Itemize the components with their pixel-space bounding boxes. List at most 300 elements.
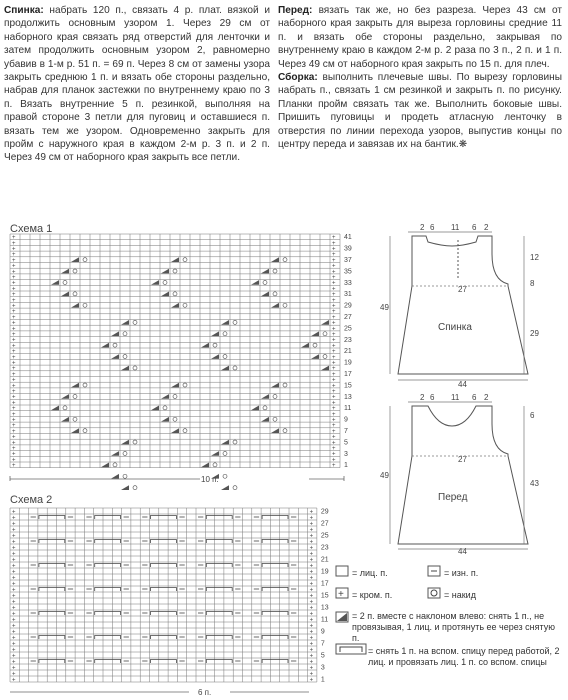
scheme2-row-number: 25	[320, 532, 329, 540]
edge-stitch-symbol: +	[12, 539, 16, 546]
yarn-over-symbol	[133, 320, 137, 324]
yarn-over-symbol	[183, 258, 187, 262]
back-dim-mid: 27	[458, 285, 467, 294]
back-pattern	[398, 236, 528, 374]
decrease-symbol	[151, 406, 159, 411]
back-dim-top-1: 2	[420, 223, 425, 232]
edge-stitch-symbol: +	[332, 343, 336, 350]
edge-stitch-symbol: +	[332, 371, 336, 378]
decrease-symbol	[171, 303, 179, 308]
yarn-over-symbol	[283, 303, 287, 307]
scheme1-row-number: 9	[344, 416, 348, 424]
scheme1-row-number: 3	[344, 450, 348, 458]
decrease-symbol	[251, 406, 259, 411]
yarn-over-symbol	[233, 366, 237, 370]
decrease-symbol	[161, 417, 169, 422]
edge-stitch-symbol: +	[12, 457, 16, 464]
decrease-symbol	[61, 394, 69, 399]
edge-stitch-symbol: +	[12, 280, 16, 287]
edge-stitch-symbol: +	[12, 593, 16, 600]
edge-stitch-symbol: +	[332, 400, 336, 407]
front-dim-top-2: 6	[430, 393, 435, 402]
yarn-over-symbol	[73, 417, 77, 421]
edge-stitch-symbol: +	[332, 451, 336, 458]
cable-symbol	[39, 516, 65, 520]
edge-stitch-symbol: +	[332, 446, 336, 452]
cable-symbol	[206, 588, 232, 592]
edge-stitch-symbol: +	[12, 257, 16, 264]
scheme1-row-number: 13	[344, 393, 352, 401]
yarn-over-symbol	[173, 292, 177, 296]
edge-stitch-symbol: +	[332, 434, 336, 441]
edge-stitch-symbol: +	[309, 509, 314, 516]
edge-stitch-symbol: +	[12, 665, 16, 672]
scheme1-row-number: 39	[344, 245, 352, 253]
edge-stitch-symbol: +	[332, 337, 336, 344]
scheme1-row-number: 35	[344, 268, 352, 276]
yarn-over-symbol	[233, 486, 237, 490]
yarn-over-symbol	[123, 474, 127, 478]
edge-stitch-symbol: +	[309, 539, 314, 546]
edge-stitch-symbol: +	[12, 587, 16, 594]
edge-stitch-symbol: +	[12, 623, 16, 630]
yarn-over-symbol	[233, 440, 237, 444]
edge-stitch-symbol: +	[12, 440, 16, 447]
yarn-over-symbol	[163, 406, 167, 410]
scheme2-row-number: 5	[320, 652, 325, 660]
yarn-over-symbol	[223, 451, 227, 455]
yarn-over-symbol	[283, 383, 287, 387]
front-pattern	[398, 406, 528, 544]
yarn-over-symbol	[263, 280, 267, 284]
yarn-over-symbol	[113, 343, 117, 347]
scheme2-row-number: 29	[320, 508, 329, 516]
edge-stitch-symbol: +	[309, 623, 314, 630]
edge-stitch-symbol: +	[309, 521, 314, 528]
yarn-over-symbol	[133, 366, 137, 370]
cable-symbol	[39, 540, 65, 544]
scheme2-row-number: 21	[320, 556, 329, 564]
decrease-symbol	[201, 343, 209, 348]
decrease-symbol	[51, 280, 59, 285]
decrease-symbol	[221, 366, 229, 371]
edge-stitch-symbol: +	[332, 332, 336, 338]
decrease-symbol	[101, 343, 109, 348]
cable-symbol	[206, 636, 232, 640]
scheme1-row-number: 25	[344, 325, 352, 333]
yarn-over-symbol	[313, 343, 317, 347]
scheme1-row-number: 41	[344, 234, 352, 242]
yarn-over-symbol	[133, 486, 137, 490]
edge-stitch-symbol: +	[309, 653, 314, 660]
edge-stitch-symbol: +	[12, 527, 16, 534]
edge-stitch-symbol: +	[332, 280, 336, 287]
yarn-over-symbol	[123, 332, 127, 336]
cable-symbol	[206, 660, 232, 664]
yarn-over-symbol	[63, 406, 67, 410]
cable-symbol	[39, 636, 65, 640]
edge-stitch-symbol: +	[12, 326, 16, 333]
edge-stitch-symbol: +	[12, 551, 16, 558]
decrease-symbol	[201, 463, 209, 468]
decrease-symbol	[161, 292, 169, 297]
scheme1-chart	[4, 232, 364, 492]
back-dim-top-4: 6	[472, 223, 477, 232]
cable-symbol	[95, 660, 121, 664]
yarn-over-symbol	[173, 417, 177, 421]
edge-stitch-symbol: +	[12, 423, 16, 430]
yarn-over-symbol	[83, 429, 87, 433]
edge-stitch-symbol: +	[12, 417, 16, 424]
cable-symbol	[39, 564, 65, 568]
edge-stitch-symbol: +	[12, 575, 16, 582]
edge-stitch-symbol: +	[309, 527, 314, 534]
decrease-symbol	[311, 331, 319, 336]
cable-symbol	[95, 612, 121, 616]
edge-stitch-symbol: +	[12, 617, 16, 624]
cable-symbol	[262, 636, 288, 640]
edge-stitch-symbol: +	[332, 457, 336, 464]
edge-stitch-symbol: +	[332, 383, 336, 390]
edge-stitch-symbol: +	[12, 599, 16, 606]
yarn-over-symbol	[283, 429, 287, 433]
edge-stitch-symbol: +	[332, 389, 336, 395]
edge-stitch-symbol: +	[309, 671, 314, 678]
decrease-symbol	[161, 394, 169, 399]
front-dim-top-5: 2	[484, 393, 489, 402]
decrease-symbol	[171, 428, 179, 433]
decrease-symbol	[221, 485, 229, 490]
edge-stitch-symbol: +	[12, 515, 16, 522]
decrease-symbol	[71, 383, 79, 388]
back-dim-top-2: 6	[430, 223, 435, 232]
decrease-symbol	[221, 320, 229, 325]
decrease-symbol	[261, 417, 269, 422]
front-dim-top-4: 6	[472, 393, 477, 402]
cable-symbol	[262, 588, 288, 592]
edge-stitch-symbol: +	[12, 545, 16, 552]
decrease-symbol	[121, 366, 129, 371]
svg-text:+: +	[338, 589, 344, 600]
decrease-symbol	[111, 474, 119, 479]
edge-stitch-symbol: +	[309, 599, 314, 606]
edge-stitch-symbol: +	[12, 671, 16, 678]
back-dim-right-2: 8	[530, 279, 535, 288]
cable-symbol	[39, 612, 65, 616]
edge-stitch-symbol: +	[332, 394, 336, 401]
scheme1-row-number: 33	[344, 279, 352, 287]
edge-stitch-symbol: +	[309, 605, 314, 612]
edge-stitch-symbol: +	[12, 360, 16, 367]
edge-stitch-symbol: +	[332, 235, 336, 242]
cable-symbol	[262, 540, 288, 544]
yarn-over-symbol	[283, 258, 287, 262]
front-body: вязать так же, но без разреза. Через 43 см от наборного края закрыть для выреза горловины средние 11 п. и вязать обе стороны раздельно, закрывая по внутреннему краю в каждом 2-м р. 2 раза по 3 п., 2 п. и 1 п. Через 49 см от наборного края закрыть по 15 п. для плеч.	[278, 5, 562, 70]
edge-stitch-symbol: +	[332, 240, 336, 247]
edge-stitch-symbol: +	[12, 292, 16, 299]
edge-stitch-symbol: +	[332, 411, 336, 418]
scheme2-title: Схема 2	[10, 494, 53, 506]
decrease-symbol	[171, 257, 179, 262]
cable-symbol	[95, 540, 121, 544]
cable-symbol	[95, 636, 121, 640]
decrease-symbol	[71, 303, 79, 308]
scheme1-row-number: 31	[344, 291, 352, 299]
edge-stitch-symbol: +	[12, 434, 16, 441]
front-label: Перед	[438, 492, 468, 503]
edge-stitch-symbol: +	[309, 677, 314, 684]
edge-stitch-symbol: +	[12, 320, 16, 327]
edge-stitch-symbol: +	[332, 246, 336, 253]
scheme2-chart	[4, 506, 334, 696]
edge-stitch-symbol: +	[332, 360, 336, 367]
edge-stitch-symbol: +	[332, 303, 336, 310]
edge-stitch-symbol: +	[309, 569, 314, 576]
edge-stitch-symbol: +	[12, 286, 16, 293]
edge-stitch-symbol: +	[12, 269, 16, 276]
edge-stitch-symbol: +	[332, 320, 336, 327]
decrease-symbol	[271, 257, 279, 262]
edge-stitch-symbol: +	[12, 309, 16, 316]
cable-symbol	[151, 540, 177, 544]
back-dim-bottom: 44	[458, 380, 467, 389]
cable-symbol	[206, 564, 232, 568]
yarn-over-symbol	[173, 269, 177, 273]
decrease-symbol	[211, 331, 219, 336]
scheme1-row-number: 5	[344, 439, 348, 447]
decrease-symbol	[71, 257, 79, 262]
decrease-symbol	[61, 292, 69, 297]
decrease-symbol	[211, 451, 219, 456]
decrease-symbol	[61, 269, 69, 274]
yarn-over-symbol	[73, 269, 77, 273]
edge-stitch-symbol: +	[309, 659, 314, 666]
edge-stitch-symbol: +	[332, 406, 336, 413]
scheme2-row-number: 15	[320, 592, 329, 600]
decrease-symbol	[251, 280, 259, 285]
edge-stitch-symbol: +	[12, 605, 16, 612]
edge-stitch-symbol: +	[12, 297, 16, 304]
yarn-over-symbol	[113, 463, 117, 467]
edge-stitch-symbol: +	[12, 411, 16, 418]
yarn-over-symbol	[263, 406, 267, 410]
edge-stitch-symbol: +	[309, 563, 314, 570]
edge-stitch-symbol: +	[332, 263, 336, 270]
decrease-symbol	[261, 269, 269, 274]
scheme1-row-number: 21	[344, 348, 352, 356]
edge-stitch-symbol: +	[12, 563, 16, 570]
scheme1-row-number: 11	[344, 405, 352, 413]
front-dim-right-1: 6	[530, 411, 535, 420]
yarn-over-symbol	[133, 440, 137, 444]
scheme1-repeat-label: 10 п.	[201, 475, 219, 484]
scheme1-row-number: 27	[344, 314, 352, 321]
legend-knit-symbol	[336, 566, 348, 576]
edge-stitch-symbol: +	[12, 314, 16, 321]
edge-stitch-symbol: +	[332, 314, 336, 321]
yarn-over-symbol	[123, 355, 127, 359]
cable-symbol	[39, 660, 65, 664]
front-dim-top-3: 11	[451, 393, 460, 402]
edge-stitch-symbol: +	[332, 326, 336, 333]
decrease-symbol	[161, 269, 169, 274]
edge-stitch-symbol: +	[309, 533, 314, 540]
front-dim-mid: 27	[458, 455, 467, 464]
scheme1-title: Схема 1	[10, 223, 53, 235]
scheme1-row-number: 17	[344, 371, 352, 378]
scheme1-row-number: 29	[344, 302, 352, 310]
edge-stitch-symbol: +	[12, 252, 16, 259]
yarn-over-symbol	[173, 394, 177, 398]
edge-stitch-symbol: +	[309, 551, 314, 558]
decrease-symbol	[121, 320, 129, 325]
decrease-symbol	[111, 354, 119, 359]
edge-stitch-symbol: +	[309, 665, 314, 672]
decrease-symbol	[51, 406, 59, 411]
scheme2-row-number: 19	[320, 568, 329, 576]
edge-stitch-symbol: +	[12, 647, 16, 654]
edge-stitch-symbol: +	[12, 366, 16, 373]
edge-stitch-symbol: +	[332, 257, 336, 264]
edge-stitch-symbol: +	[332, 417, 336, 424]
edge-stitch-symbol: +	[12, 451, 16, 458]
assembly-title: Сборка:	[278, 72, 318, 84]
scheme2-row-number: 13	[320, 604, 329, 612]
edge-stitch-symbol: +	[12, 659, 16, 666]
scheme2-row-number: 27	[320, 520, 329, 528]
scheme1-row-number: 1	[344, 462, 348, 470]
edge-stitch-symbol: +	[12, 629, 16, 636]
edge-stitch-symbol: +	[12, 371, 16, 378]
back-body: набрать 120 п., связать 4 р. плат. вязкой и продолжить основным узором 1. Через 29 см от наборного края связать ряд отверстий для ленточки и затем продолжить основным узором 2, равномерно убавив в 1-м р. 51 п. = 69 п. Через 8 см от замены узора закрыть среднюю 1 п. и вязать обе стороны раздельно, набрав для планок застежки по внутреннему краю по 3 п. Вязать внутренние 5 п. резинкой, выполняя на правой стороне 3 петли для пуговиц и оставшиеся п. вязать тем же узором. Одновременно закрыть для пройм с наружного края в каждом 2-м р. 3 п. и 2 п. Через 49 см от наборного края закрыть все петли.	[4, 5, 270, 164]
scheme2-row-number: 3	[320, 664, 325, 672]
front-instructions	[278, 4, 562, 151]
edge-stitch-symbol: +	[12, 677, 16, 684]
back-dim-top-3: 11	[451, 223, 460, 232]
edge-stitch-symbol: +	[332, 354, 336, 361]
decrease-symbol	[321, 320, 329, 325]
edge-stitch-symbol: +	[332, 275, 336, 281]
yarn-over-symbol	[213, 463, 217, 467]
scheme2-row-number: 23	[320, 544, 329, 552]
edge-stitch-symbol: +	[12, 406, 16, 413]
decrease-symbol	[71, 428, 79, 433]
edge-stitch-symbol: +	[12, 400, 16, 407]
scheme2-row-number: 17	[320, 580, 329, 588]
edge-stitch-symbol: +	[12, 240, 16, 247]
edge-stitch-symbol: +	[332, 297, 336, 304]
edge-stitch-symbol: +	[309, 587, 314, 594]
yarn-over-symbol	[83, 383, 87, 387]
cable-symbol	[262, 612, 288, 616]
cable-symbol	[95, 516, 121, 520]
edge-stitch-symbol: +	[12, 235, 16, 242]
edge-stitch-symbol: +	[309, 593, 314, 600]
edge-stitch-symbol: +	[332, 428, 336, 435]
back-dim-right-3: 29	[530, 329, 539, 338]
cable-symbol	[206, 516, 232, 520]
scheme1-row-number: 23	[344, 336, 352, 344]
yarn-over-symbol	[83, 303, 87, 307]
edge-stitch-symbol: +	[332, 377, 336, 384]
edge-stitch-symbol: +	[12, 389, 16, 395]
edge-stitch-symbol: +	[12, 635, 16, 642]
decrease-symbol	[121, 485, 129, 490]
edge-stitch-symbol: +	[12, 354, 16, 361]
yarn-over-symbol	[273, 417, 277, 421]
decrease-symbol	[211, 354, 219, 359]
edge-stitch-symbol: +	[309, 515, 314, 522]
decrease-symbol	[111, 451, 119, 456]
yarn-over-symbol	[183, 303, 187, 307]
edge-stitch-symbol: +	[309, 557, 314, 564]
decrease-symbol	[271, 383, 279, 388]
cable-symbol	[262, 516, 288, 520]
front-dim-right-2: 43	[530, 479, 539, 488]
edge-stitch-symbol: +	[12, 383, 16, 390]
yarn-over-symbol	[233, 320, 237, 324]
decrease-symbol	[111, 331, 119, 336]
decrease-symbol	[271, 303, 279, 308]
cable-symbol	[39, 588, 65, 592]
decrease-symbol	[221, 440, 229, 445]
yarn-over-symbol	[323, 355, 327, 359]
edge-stitch-symbol: +	[12, 246, 16, 253]
front-title: Перед:	[278, 5, 313, 16]
edge-stitch-symbol: +	[332, 440, 336, 447]
legend-cable-text: = снять 1 п. на вспом. спицу перед работой, 2 лиц. и провязать лиц. 1 п. со вспом. спицы	[368, 646, 560, 667]
edge-stitch-symbol: +	[309, 545, 314, 552]
yarn-over-symbol	[73, 394, 77, 398]
legend-knit-text: = лиц. п.	[352, 568, 388, 578]
cable-symbol	[206, 612, 232, 616]
edge-stitch-symbol: +	[332, 349, 336, 356]
yarn-over-symbol	[183, 383, 187, 387]
back-dim-right-1: 12	[530, 253, 539, 262]
edge-stitch-symbol: +	[12, 569, 16, 576]
edge-stitch-symbol: +	[12, 446, 16, 452]
cable-symbol	[151, 564, 177, 568]
scheme1-row-number: 19	[344, 359, 352, 367]
decrease-symbol	[321, 366, 329, 371]
edge-stitch-symbol: +	[309, 575, 314, 582]
edge-stitch-symbol: +	[332, 286, 336, 293]
edge-stitch-symbol: +	[12, 394, 16, 401]
front-dim-bottom: 44	[458, 547, 467, 556]
edge-stitch-symbol: +	[332, 252, 336, 259]
decrease-symbol	[101, 463, 109, 468]
back-label: Спинка	[438, 322, 472, 333]
edge-stitch-symbol: +	[12, 337, 16, 344]
decrease-symbol	[301, 343, 309, 348]
cable-symbol	[151, 516, 177, 520]
yarn-over-symbol	[323, 332, 327, 336]
yarn-over-symbol	[123, 451, 127, 455]
edge-stitch-symbol: +	[12, 463, 16, 470]
edge-stitch-symbol: +	[309, 581, 314, 588]
decrease-symbol	[121, 440, 129, 445]
edge-stitch-symbol: +	[12, 653, 16, 660]
back-instructions	[4, 4, 270, 165]
edge-stitch-symbol: +	[12, 377, 16, 384]
decrease-symbol	[261, 394, 269, 399]
scheme2-row-number: 1	[320, 676, 325, 684]
edge-stitch-symbol: +	[332, 292, 336, 299]
end-mark: ❋	[458, 139, 468, 151]
scheme1-row-number: 37	[344, 257, 352, 264]
edge-stitch-symbol: +	[12, 557, 16, 564]
edge-stitch-symbol: +	[309, 647, 314, 654]
